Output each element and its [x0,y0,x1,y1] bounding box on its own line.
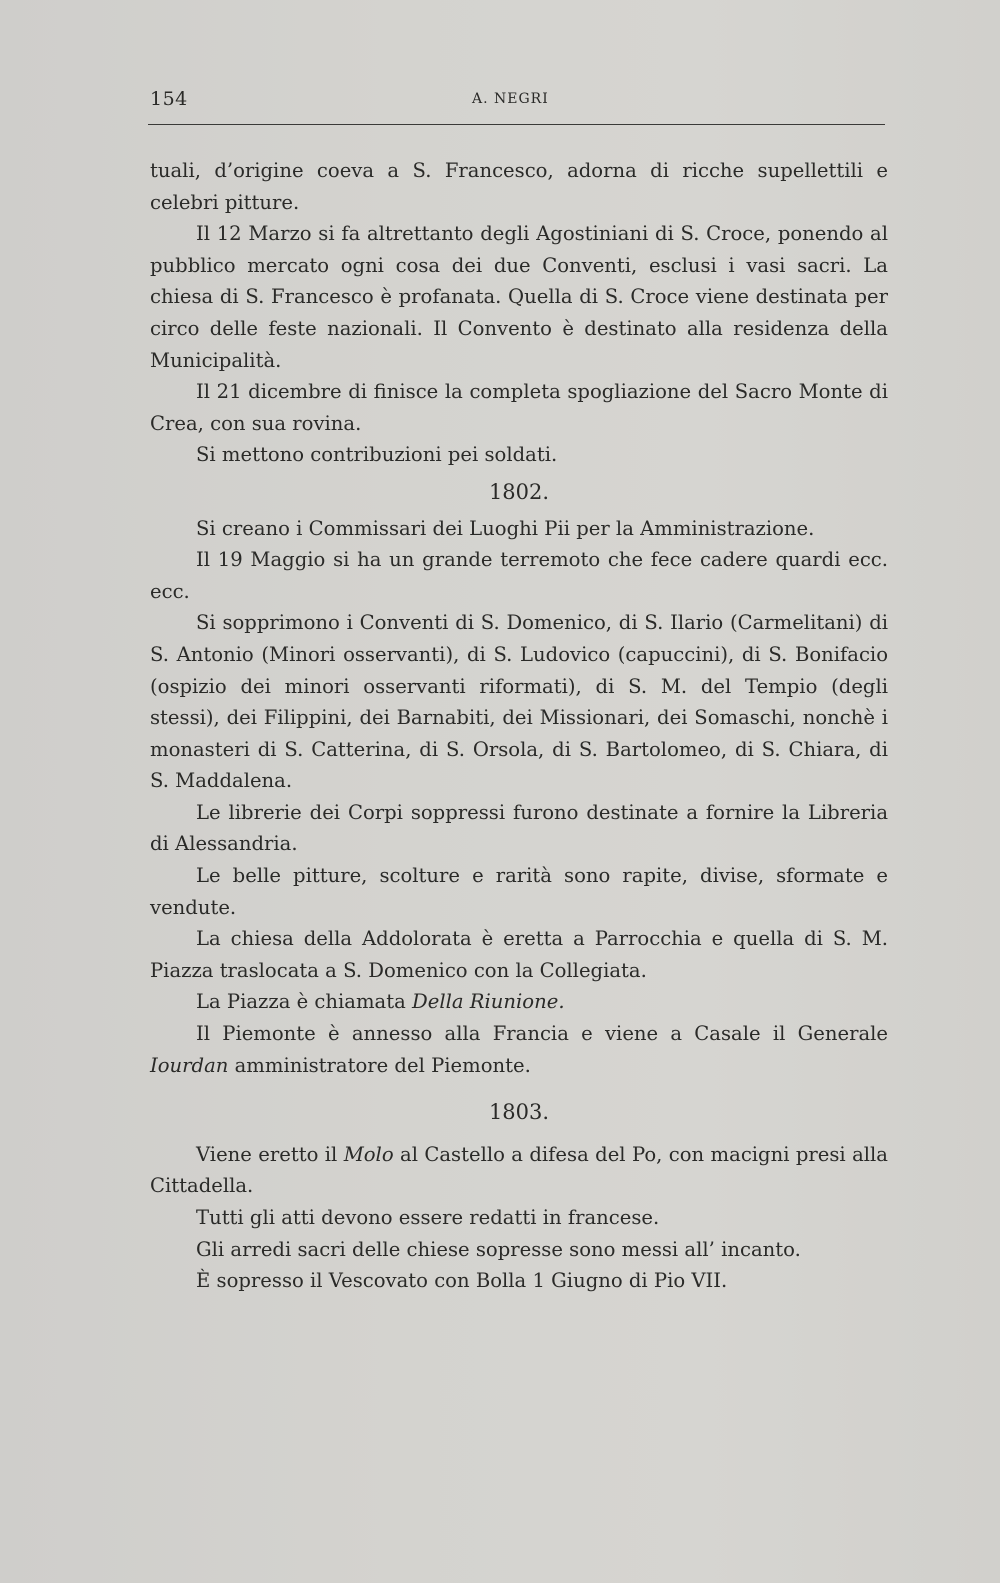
text-run: al Castello a difesa del Po, con macigni presi alla Cittadella. [150,1142,888,1198]
text-run: amministratore del Piemonte. [228,1053,531,1077]
body-text [150,155,888,1297]
header-rule [148,124,885,125]
year-heading-1802: 1802. [488,479,550,504]
page-header [150,88,885,118]
italic-text: Molo [343,1142,394,1166]
paragraph: Il 12 Marzo si fa altrettanto degli Agostiniani di S. Croce, ponendo al pubblico mercato ogni cosa dei due Conventi, esclusi i vasi sacri. La chiesa di S. Francesco è profanata. Quella di S. Croce viene destinata per circo delle feste nazionali. Il Convento è destinato alla residenza della Municipalità. [150,222,888,372]
paragraph: Si mettono contribuzioni pei soldati. [196,443,558,467]
paragraph: Si sopprimono i Conventi di S. Domenico, di S. Ilario (Carmelitani) di S. Antonio (Minori osservanti), di S. Ludovico (capuccini), di S. Bonifacio (ospizio dei minori osservanti riformati), di S. M. del Tempio (degli stessi), dei Filippini, dei Barnabiti, dei Missionari, dei Somaschi, nonchè i monasteri di S. Catterina, di S. Orsola, di S. Bartolomeo, di S. Chiara, di S. Maddalena. [150,611,888,793]
paragraph: Il 21 dicembre di finisce la completa spogliazione del Sacro Monte di Crea, con sua rovina. [150,380,888,435]
paragraph: La chiesa della Addolorata è eretta a Parrocchia e quella di S. M. Piazza traslocata a S. Domenico con la Collegiata. [150,927,888,982]
page-number: 154 [150,88,188,110]
paragraph: Il 19 Maggio si ha un grande terremoto che fece cadere quardi ecc. ecc. [150,548,888,603]
paragraph: Gli arredi sacri delle chiese sopresse sono messi all’ incanto. [196,1237,801,1261]
text-run: Viene eretto il [196,1142,344,1166]
paragraph: Le librerie dei Corpi soppressi furono destinate a fornire la Libreria di Alessandria. [150,800,888,856]
italic-text: Iourdan [150,1053,229,1077]
running-head: A. NEGRI [472,91,549,107]
paragraph: È sopresso il Vescovato con Bolla 1 Giugno di Pio VII. [196,1269,728,1293]
italic-text: Della Riunione. [412,990,565,1014]
paragraph [150,1139,888,1202]
paragraph: Tutti gli atti devono essere redatti in francese. [196,1206,660,1229]
paragraph [150,1018,888,1081]
paragraph: Si creano i Commissari dei Luoghi Pii per la Amministrazione. [196,516,815,540]
paragraph: Le belle pitture, scolture e rarità sono rapite, divise, sformate e vendute. [150,864,888,919]
year-heading-1803: 1803. [488,1100,550,1125]
paragraph: tuali, d’origine coeva a S. Francesco, adorna di ricche supellettili e celebri pitture. [150,159,888,214]
text-run: Il Piemonte è annesso alla Francia e viene a Casale il Generale [196,1022,888,1046]
text-run: La Piazza è chiamata [196,990,413,1014]
paragraph [150,986,888,1018]
